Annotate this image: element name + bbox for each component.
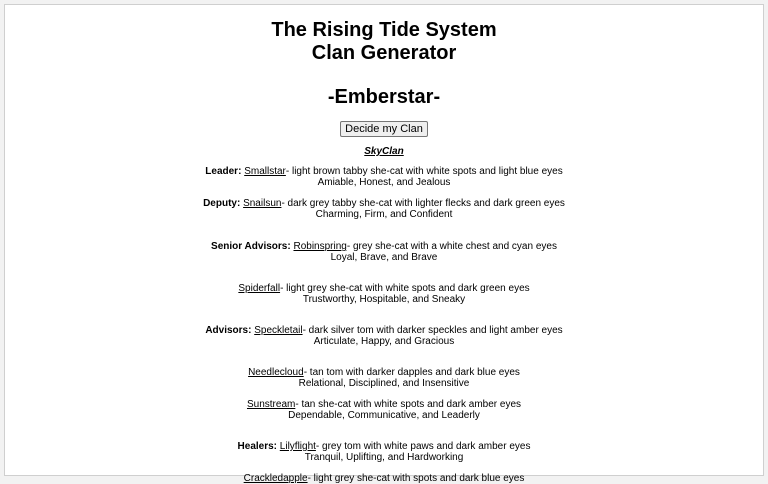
cat-traits: Tranquil, Uplifting, and Hardworking	[304, 452, 464, 463]
cat-traits: Relational, Disciplined, and Insensitive	[298, 378, 470, 389]
cat-description: - grey she-cat with a white chest and cyan eyes	[346, 241, 557, 252]
entry-advisor-1	[5, 325, 763, 347]
cat-traits: Articulate, Happy, and Gracious	[313, 336, 455, 347]
entry-senior-advisor-1	[5, 241, 763, 263]
cat-name-link[interactable]: Crackledapple	[243, 473, 308, 484]
cat-name-link[interactable]: Speckletail	[254, 325, 303, 336]
page-frame	[4, 4, 764, 484]
cat-description: - light brown tabby she-cat with white spots and light blue eyes	[285, 166, 563, 177]
cat-name-link[interactable]: Snailsun	[243, 198, 282, 209]
cat-description: - light grey she-cat with white spots and dark green eyes	[280, 283, 530, 294]
leader-name-heading: -Emberstar-	[327, 86, 441, 108]
page-content	[5, 19, 763, 484]
entry-advisor-2	[5, 367, 763, 389]
title-line-1: The Rising Tide System	[271, 19, 497, 41]
clan-name: SkyClan	[364, 146, 404, 157]
button-wrap	[5, 119, 763, 137]
role-label: Leader:	[205, 166, 242, 177]
cat-name-link[interactable]: Sunstream	[246, 399, 296, 410]
entry-healer-2	[5, 473, 763, 484]
cat-name-link[interactable]: Lilyflight	[279, 441, 316, 452]
role-label: Deputy:	[203, 198, 241, 209]
role-label: Senior Advisors:	[211, 241, 291, 252]
role-label: Advisors:	[205, 325, 252, 336]
cat-description: - tan she-cat with white spots and dark amber eyes	[295, 399, 522, 410]
cat-description: - light grey she-cat with spots and dark blue eyes	[307, 473, 525, 484]
cat-traits: Loyal, Brave, and Brave	[330, 252, 438, 263]
title-line-2: Clan Generator	[311, 42, 457, 64]
cat-name-link[interactable]: Needlecloud	[248, 367, 304, 378]
entry-senior-advisor-2	[5, 283, 763, 305]
entry-healer-1	[5, 441, 763, 463]
role-label: Healers:	[237, 441, 277, 452]
cat-traits: Charming, Firm, and Confident	[315, 209, 453, 220]
decide-clan-button[interactable]: Decide my Clan	[340, 121, 428, 137]
cat-description: - dark silver tom with darker speckles and light amber eyes	[302, 325, 563, 336]
entry-leader	[5, 166, 763, 188]
entry-deputy	[5, 198, 763, 220]
cat-traits: Amiable, Honest, and Jealous	[317, 177, 451, 188]
cat-traits: Dependable, Communicative, and Leaderly	[288, 410, 480, 421]
cat-description: - dark grey tabby she-cat with lighter flecks and dark green eyes	[281, 198, 565, 209]
cat-name-link[interactable]: Smallstar	[244, 166, 286, 177]
cat-description: - grey tom with white paws and dark amber eyes	[315, 441, 531, 452]
cat-name-link[interactable]: Robinspring	[293, 241, 347, 252]
entry-advisor-3	[5, 399, 763, 421]
cat-name-link[interactable]: Spiderfall	[238, 283, 281, 294]
cat-traits: Trustworthy, Hospitable, and Sneaky	[302, 294, 466, 305]
cat-description: - tan tom with darker dapples and dark blue eyes	[303, 367, 520, 378]
page-title	[5, 19, 763, 65]
